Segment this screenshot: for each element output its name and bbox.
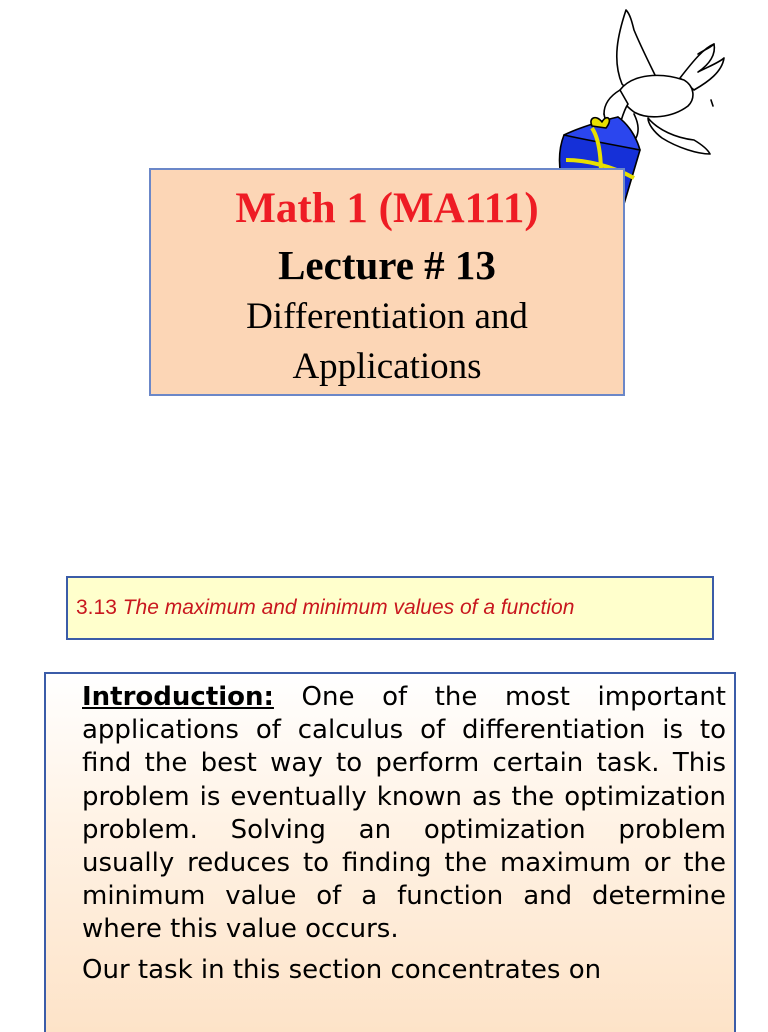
task-paragraph: Our task in this section concentrates on [82, 954, 602, 985]
introduction-paragraph [82, 681, 726, 947]
introduction-box [44, 672, 736, 1032]
lecture-topic [151, 292, 623, 392]
introduction-text: One of the most important applications of calculus of differentiation is to find the best way to perform certain task. This problem is eventually known as the optimization problem. Solving an optimization problem usually reduces to finding the maximum or the minimum value of a function and determine where this value occurs. [82, 682, 727, 945]
introduction-label: Introduction: [82, 682, 274, 712]
course-title: Math 1 (MA111) [235, 185, 539, 232]
section-heading-box [66, 576, 714, 640]
section-number: 3.13 [76, 596, 117, 619]
lecture-topic-line-2: Applications [292, 346, 482, 387]
section-title: The maximum and minimum values of a function [122, 596, 575, 619]
lecture-title-box [149, 168, 625, 396]
lecture-topic-line-1: Differentiation and [246, 296, 528, 337]
lecture-number: Lecture # 13 [278, 242, 496, 288]
